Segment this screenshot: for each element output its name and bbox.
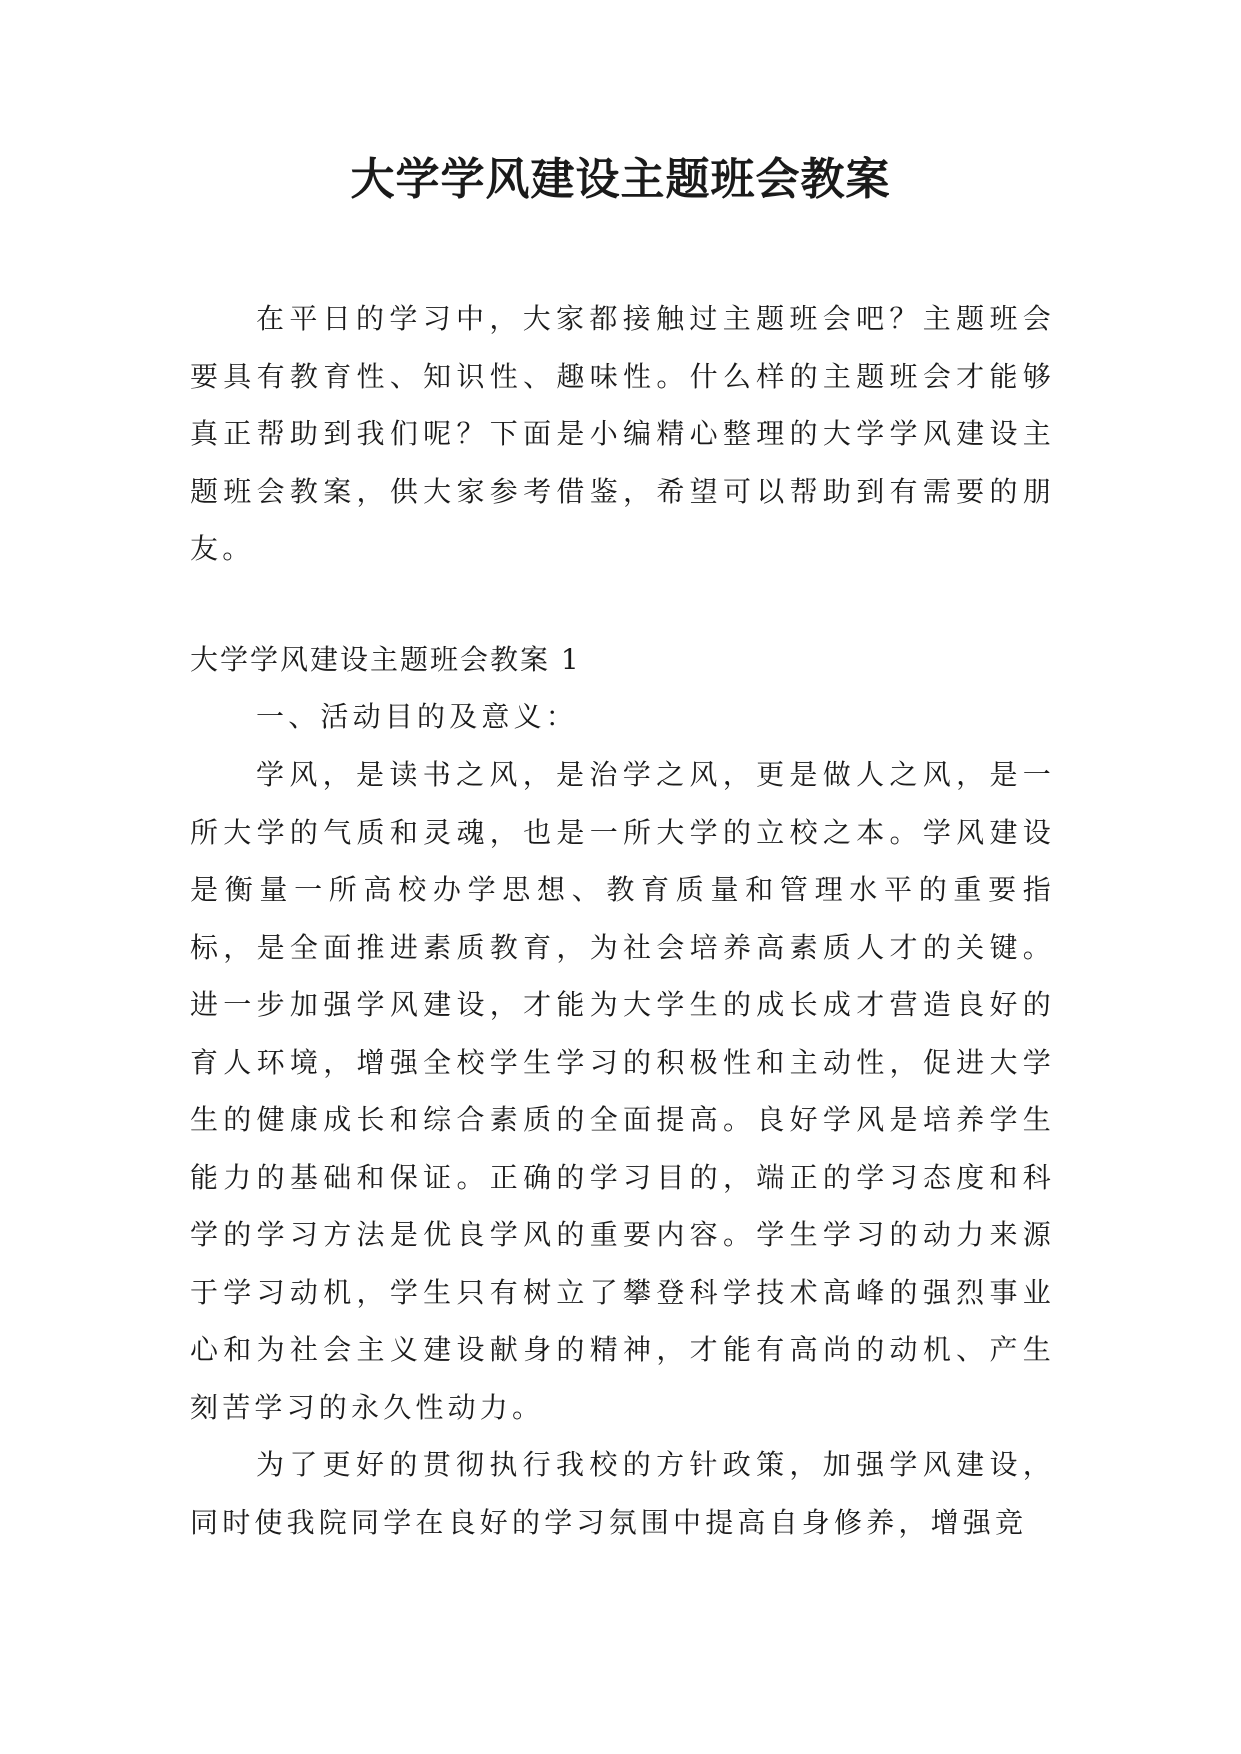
intro-paragraph: 在平日的学习中，大家都接触过主题班会吧？主题班会要具有教育性、知识性、趣味性。什么样的主题班会才能够真正帮助到我们呢？下面是小编精心整理的大学学风建设主题班会教案，供大家参考借鉴，希望可以帮助到有需要的朋友。 bbox=[190, 302, 1055, 565]
body-paragraph: 为了更好的贯彻执行我校的方针政策，加强学风建设，同时使我院同学在良好的学习氛围中提高自身修养，增强竞 bbox=[190, 1448, 1055, 1539]
section-heading: 大学学风建设主题班会教案 1 bbox=[190, 643, 581, 676]
body-paragraph: 学风，是读书之风，是治学之风，更是做人之风，是一所大学的气质和灵魂，也是一所大学的立校之本。学风建设是衡量一所高校办学思想、教育质量和管理水平的重要指标，是全面推进素质教育，为社会培养高素质人才的关键。进一步加强学风建设，才能为大学生的成长成才营造良好的育人环境，增强全校学生学习的积极性和主动性，促进大学生的健康成长和综合素质的全面提高。良好学风是培养学生能力的基础和保证。正确的学习目的，端正的学习态度和科学的学习方法是优良学风的重要内容。学生学习的动力来源于学习动机，学生只有树立了攀登科学技术高峰的强烈事业心和为社会主义建设献身的精神，才能有高尚的动机、产生刻苦学习的永久性动力。 bbox=[190, 758, 1055, 1424]
document-title: 大学学风建设主题班会教案 bbox=[350, 154, 891, 205]
sub-heading: 一、活动目的及意义： bbox=[256, 700, 579, 733]
